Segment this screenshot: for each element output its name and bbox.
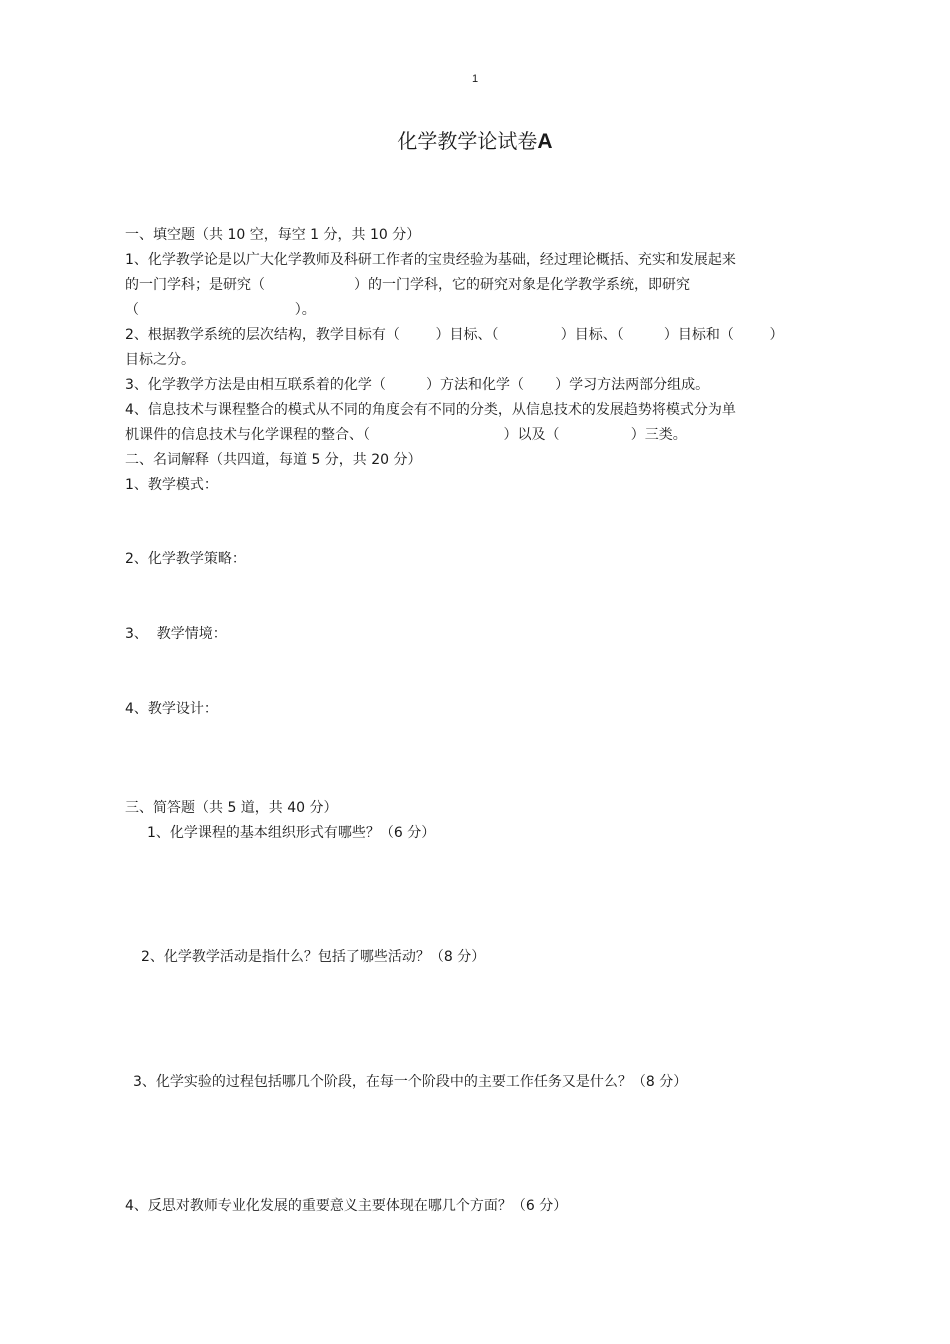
section1-q1-line3: （ ）。 [125, 302, 316, 318]
section3-q1: 1、化学课程的基本组织形式有哪些？（6 分） [147, 825, 436, 841]
section1-q4-line2: 机课件的信息技术与化学课程的整合、（ ）以及（ ）三类。 [125, 427, 687, 443]
section2-heading: 二、名词解释（共四道，每道 5 分，共 20 分） [125, 452, 422, 468]
section1-q2-line2: 目标之分。 [125, 352, 195, 368]
section2-term3: 3、 教学情境： [125, 626, 227, 642]
section2-term1: 1、教学模式： [125, 477, 218, 493]
section2-term2: 2、化学教学策略： [125, 551, 246, 567]
section1-q2-line1: 2、根据教学系统的层次结构，教学目标有（ ）目标、（ ）目标、（ ）目标和（ ） [125, 327, 784, 343]
section3-q2: 2、化学教学活动是指什么？包括了哪些活动？（8 分） [141, 949, 486, 965]
section1-q1-line2: 的一门学科；是研究（ ）的一门学科，它的研究对象是化学教学系统，即研究 [125, 277, 691, 293]
section1-heading: 一、填空题（共 10 空，每空 1 分，共 10 分） [125, 227, 421, 243]
section2-term4: 4、教学设计： [125, 701, 218, 717]
section3-heading: 三、简答题（共 5 道，共 40 分） [125, 800, 338, 816]
title-main: 化学教学论试卷 [397, 129, 538, 153]
section1-q3: 3、化学教学方法是由相互联系着的化学（ ）方法和化学（ ）学习方法两部分组成。 [125, 377, 710, 393]
title-suffix: A [537, 130, 553, 153]
section3-q3: 3、化学实验的过程包括哪几个阶段，在每一个阶段中的主要工作任务又是什么？（8 分） [133, 1074, 688, 1090]
section1-q1-line1: 1、化学教学论是以广大化学教师及科研工作者的宝贵经验为基础，经过理论概括、充实和发展起来 [125, 252, 736, 268]
section1-q4-line1: 4、信息技术与课程整合的模式从不同的角度会有不同的分类，从信息技术的发展趋势将模式分为单 [125, 402, 736, 418]
section3-q4: 4、反思对教师专业化发展的重要意义主要体现在哪几个方面？（6 分） [125, 1198, 568, 1214]
page-title [0, 125, 950, 154]
page-number: 1 [471, 73, 479, 85]
